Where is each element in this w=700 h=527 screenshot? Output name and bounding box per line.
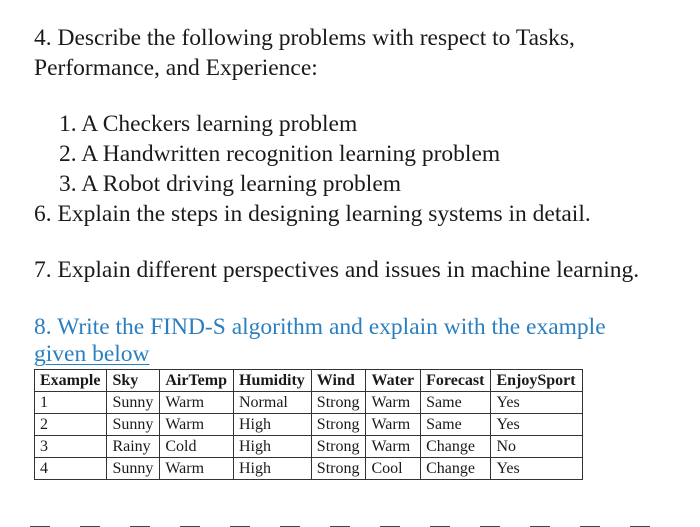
table-row (35, 392, 583, 414)
table-cell: Rainy (107, 436, 160, 458)
question-7: 7. Explain different perspectives and issues in machine learning. (34, 257, 640, 283)
table-cell: Warm (366, 414, 421, 436)
table-cell: Same (421, 392, 491, 414)
table-cell: Strong (311, 392, 366, 414)
header-sky: Sky (107, 370, 160, 392)
header-airtemp: AirTemp (160, 370, 234, 392)
table-cell: Yes (491, 458, 582, 480)
table-cell: Yes (491, 414, 582, 436)
table-cell: Sunny (107, 414, 160, 436)
table-cell: 1 (35, 392, 107, 414)
question-8-line-1: 8. Write the FIND-S algorithm and explain with the example (34, 314, 606, 340)
question-4-item-3: 3. A Robot driving learning problem (59, 171, 402, 197)
table-cell: Warm (366, 436, 421, 458)
question-8-line-2: given below (34, 341, 150, 367)
table-header-row (35, 370, 583, 392)
header-humidity: Humidity (234, 370, 312, 392)
table-cell: Warm (366, 392, 421, 414)
header-enjoysport: EnjoySport (491, 370, 582, 392)
table-cell: High (234, 458, 312, 480)
table-cell: 3 (35, 436, 107, 458)
table-cell: Strong (311, 436, 366, 458)
question-4-line-2: Performance, and Experience: (34, 55, 318, 81)
table-cell: Sunny (107, 392, 160, 414)
cropped-text-fragment (30, 515, 690, 527)
question-4-item-1: 1. A Checkers learning problem (59, 111, 358, 137)
header-example: Example (35, 370, 107, 392)
table-cell: Normal (234, 392, 312, 414)
table-cell: Change (421, 458, 491, 480)
table-cell: High (234, 414, 312, 436)
table-cell: Warm (160, 458, 234, 480)
table-cell: Warm (160, 414, 234, 436)
header-wind: Wind (311, 370, 366, 392)
table-row (35, 414, 583, 436)
question-4-item-2: 2. A Handwritten recognition learning problem (59, 141, 501, 167)
table-row (35, 436, 583, 458)
table-cell: Sunny (107, 458, 160, 480)
table-cell: Change (421, 436, 491, 458)
table-cell: High (234, 436, 312, 458)
table-row (35, 458, 583, 480)
question-6: 6. Explain the steps in designing learning systems in detail. (34, 201, 591, 227)
table-cell: 4 (35, 458, 107, 480)
table-cell: Same (421, 414, 491, 436)
table-cell: Strong (311, 414, 366, 436)
header-water: Water (366, 370, 421, 392)
table-cell: No (491, 436, 582, 458)
table-cell: 2 (35, 414, 107, 436)
table-cell: Yes (491, 392, 582, 414)
example-table (34, 369, 583, 480)
question-4-line-1: 4. Describe the following problems with respect to Tasks, (34, 25, 575, 51)
table-cell: Warm (160, 392, 234, 414)
table-cell: Strong (311, 458, 366, 480)
header-forecast: Forecast (421, 370, 491, 392)
table-cell: Cold (160, 436, 234, 458)
table-cell: Cool (366, 458, 421, 480)
